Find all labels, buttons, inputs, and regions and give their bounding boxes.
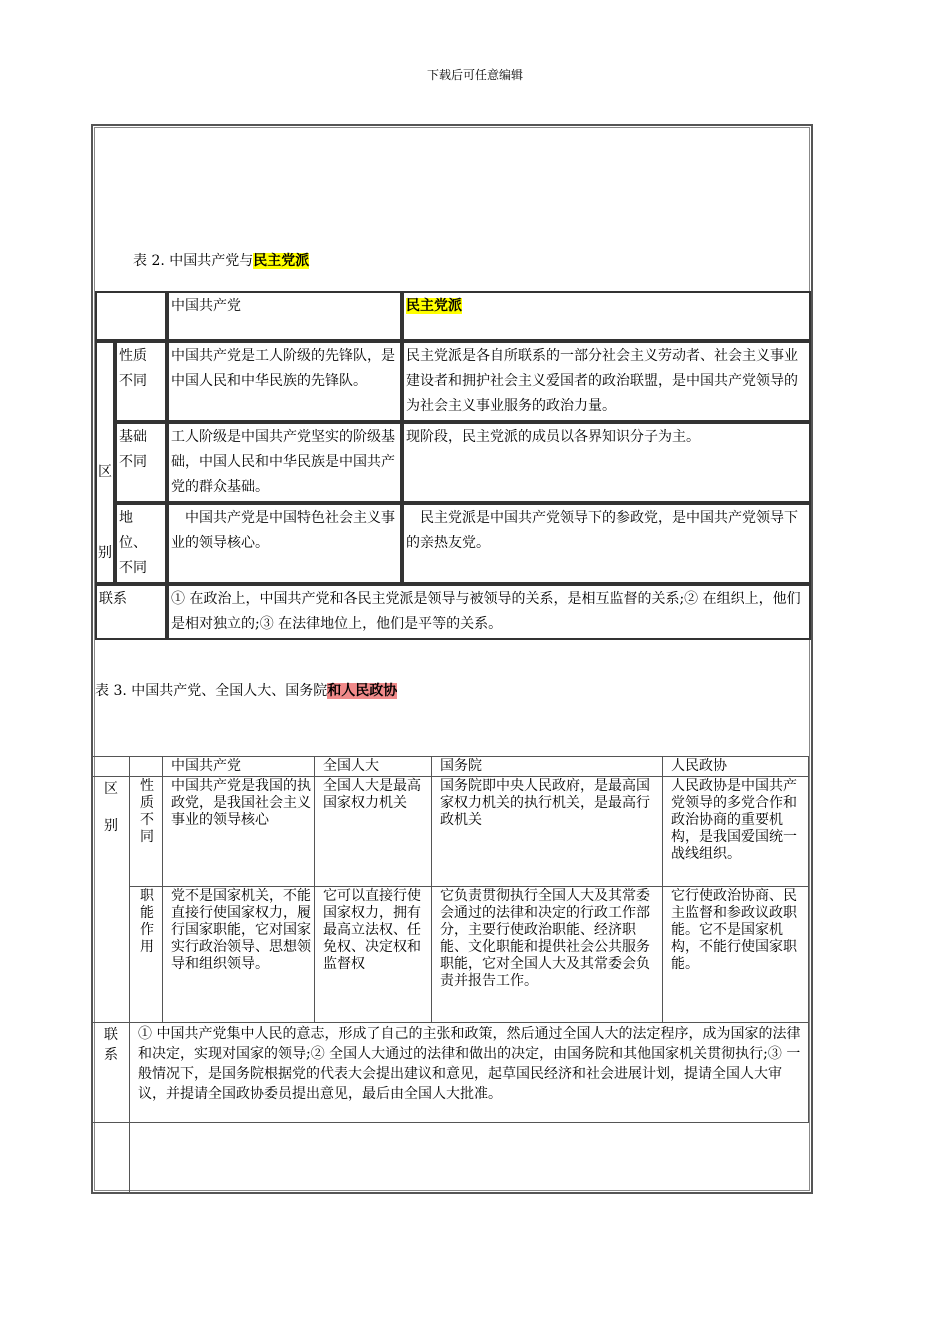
table3-caption-highlight: 和人民政协: [327, 683, 398, 699]
table3-link-text: ① 中国共产党集中人民的意志，形成了自己的主张和政策，然后通过全国人大的法定程序，成为国家的法律和决定，实现对国家的领导;② 全国人大通过的法律和做出的决定，由国务院和其他国家机关贯彻执行;③ 一般情况下，是国务院根据党的代表大会提出建议和意见，起草国民经济和社会进展计划，提请全国人大审议，并提请全国政协委员提出意见，最后由全国人大批准。: [130, 1023, 809, 1123]
table3-cell-cppcc: 它行使政治协商、民主监督和参政议政职能。它不是国家机构，不能行使国家职能。: [663, 887, 809, 1023]
table3-cell-cppcc: 人民政协是中国共产党领导的多党合作和政治协商的重要机构，是我国爱国统一战线组织。: [663, 777, 809, 887]
table2-row-label: 基础 不同: [115, 422, 167, 503]
table3-diff-label: [93, 777, 130, 1023]
table3-header: 国务院: [432, 757, 663, 777]
table2-cell-cpc: 中国共产党是工人阶级的先锋队，是中国人民和中华民族的先锋队。: [167, 341, 402, 422]
page-header: 下载后可任意编辑: [426, 68, 523, 82]
table3-corner: [130, 757, 163, 777]
table2-link-text: ① 在政治上，中国共产党和各民主党派是领导与被领导的关系，是相互监督的关系;② 在组织上，他们是相对独立的;③ 在法律地位上，他们是平等的关系。: [167, 584, 811, 640]
table3-cell-cpc: 党不是国家机关，不能直接行使国家权力，履行国家职能，它对国家实行政治领导、思想领导和组织领导。: [163, 887, 315, 1023]
table3-row-label: 性 质 不 同: [130, 777, 163, 887]
table2-diff-char-1: 区: [98, 463, 112, 480]
table3-row-label: 职 能 作 用: [130, 887, 163, 1023]
table2-caption: [133, 250, 309, 270]
table3-header: 人民政协: [663, 757, 809, 777]
table2-header-dem-text: 民主党派: [406, 298, 462, 314]
table3-footer-left: [93, 1123, 130, 1193]
table3-caption: [95, 680, 397, 700]
table3-cell-npc: 它可以直接行使国家权力，拥有最高立法权、任免权、决定权和监督权: [315, 887, 432, 1023]
table2-diff-label: [95, 341, 115, 584]
table3-caption-prefix: 表 3. 中国共产党、全国人大、国务院: [95, 683, 328, 699]
table2-caption-highlight: 民主党派: [253, 253, 310, 269]
table2-cell-dem: 民主党派是中国共产党领导下的参政党，是中国共产党领导下的亲热友党。: [402, 503, 811, 584]
table2-row-label: 性质 不同: [115, 341, 167, 422]
table2-cell-cpc: 工人阶级是中国共产党坚实的阶级基础，中国人民和中华民族是中国共产党的群众基础。: [167, 422, 402, 503]
table2-caption-prefix: 表 2. 中国共产党与: [133, 253, 254, 269]
table3-diff-char-2: 别: [104, 818, 118, 834]
table3: [92, 756, 809, 1193]
table3-link-label: 联 系: [93, 1023, 130, 1123]
table3-cell-npc: 全国人大是最高国家权力机关: [315, 777, 432, 887]
table3-cell-sc: 国务院即中央人民政府，是最高国家权力机关的执行机关，是最高行政机关: [432, 777, 663, 887]
table3-cell-cpc: 中国共产党是我国的执政党，是我国社会主义事业的领导核心: [163, 777, 315, 887]
table2-diff-char-2: 别: [98, 544, 112, 561]
table3-cell-sc: 它负责贯彻执行全国人大及其常委会通过的法律和决定的行政工作部分，主要行使政治职能、经济职能、文化职能和提供社会公共服务职能，它对全国人大及其常委会负责并报告工作。: [432, 887, 663, 1023]
table2-cell-dem: 现阶段，民主党派的成员以各界知识分子为主。: [402, 422, 811, 503]
table2-header-dem: [402, 291, 811, 341]
table2-corner: [95, 291, 167, 341]
table3-diff-char-1: 区: [104, 781, 118, 797]
table3-footer-blank: [130, 1123, 809, 1193]
table2-cell-cpc: 中国共产党是中国特色社会主义事业的领导核心。: [167, 503, 402, 584]
table2: [95, 291, 811, 640]
table3-header: 中国共产党: [163, 757, 315, 777]
table2-cell-dem: 民主党派是各自所联系的一部分社会主义劳动者、社会主义事业建设者和拥护社会主义爱国者的政治联盟，是中国共产党领导的为社会主义事业服务的政治力量。: [402, 341, 811, 422]
table3-corner: [93, 757, 130, 777]
table3-header: 全国人大: [315, 757, 432, 777]
table2-row-label: 地 位、 不同: [115, 503, 167, 584]
table2-header-cpc: 中国共产党: [167, 291, 402, 341]
table2-link-label: 联系: [95, 584, 167, 640]
